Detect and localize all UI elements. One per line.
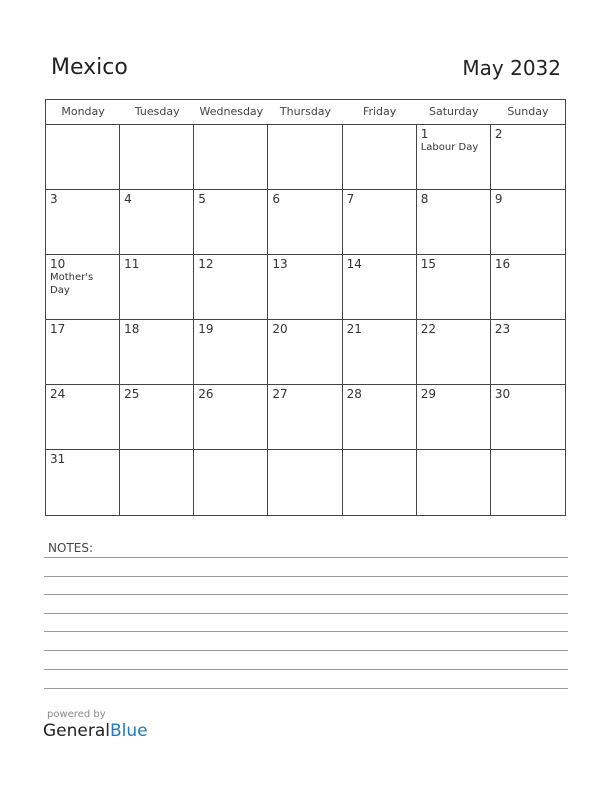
day-cell [491, 385, 565, 450]
notes-line [44, 650, 568, 651]
weekday-label: Monday [61, 105, 105, 118]
day-number: 9 [494, 192, 503, 206]
day-number: 18 [124, 322, 140, 336]
day-number: 15 [420, 257, 436, 271]
day-cell [194, 255, 268, 320]
day-number: 12 [198, 257, 214, 271]
day-cell [120, 255, 194, 320]
generalblue-logo[interactable] [43, 721, 148, 741]
day-number: 1 [420, 127, 429, 141]
day-number: 23 [494, 322, 511, 336]
day-cell [343, 450, 417, 515]
notes-line [44, 631, 568, 632]
brand-blue: Blue [110, 721, 148, 741]
day-cell [491, 255, 565, 320]
weekday-label: Saturday [428, 105, 479, 118]
day-number: 8 [420, 192, 429, 206]
day-cell [46, 450, 120, 515]
day-cell [46, 320, 120, 385]
day-cell [343, 255, 417, 320]
day-cell [268, 125, 342, 190]
day-number: 6 [272, 192, 281, 206]
day-cell [343, 320, 417, 385]
day-cell [194, 125, 268, 190]
day-cell [268, 255, 342, 320]
day-cell [343, 190, 417, 255]
day-cell [491, 450, 565, 515]
day-number: 21 [346, 322, 362, 336]
day-cell [417, 450, 491, 515]
day-number: 11 [124, 257, 140, 271]
day-cell [120, 450, 194, 515]
notes-line [44, 576, 568, 577]
day-cell [417, 320, 491, 385]
day-number: 10 [50, 257, 66, 271]
notes-line [44, 613, 568, 614]
day-number: 16 [494, 257, 511, 271]
day-number: 14 [346, 257, 362, 271]
day-number: 17 [50, 322, 66, 336]
day-number: 25 [124, 387, 140, 401]
day-cell [268, 190, 342, 255]
day-number: 26 [198, 387, 214, 401]
day-number: 31 [50, 452, 66, 466]
calendar-days [46, 125, 565, 515]
day-cell [46, 190, 120, 255]
day-cell [343, 385, 417, 450]
notes-label: NOTES: [48, 541, 93, 555]
notes-line [44, 594, 568, 595]
day-cell [120, 320, 194, 385]
day-number: 27 [272, 387, 288, 401]
weekday-label: Wednesday [199, 105, 264, 118]
country-title: Mexico [51, 55, 128, 80]
day-number: 30 [494, 387, 511, 401]
day-cell [194, 190, 268, 255]
day-cell [417, 255, 491, 320]
notes-line [44, 688, 568, 689]
day-cell [268, 320, 342, 385]
day-cell [268, 385, 342, 450]
weekday-header-row [46, 100, 565, 125]
day-number: 5 [198, 192, 206, 206]
weekday-label: Thursday [279, 105, 332, 118]
day-cell [491, 190, 565, 255]
day-number: 13 [272, 257, 288, 271]
calendar-grid [45, 99, 566, 516]
weekday-label: Tuesday [134, 105, 180, 118]
day-cell [46, 255, 120, 320]
day-cell [417, 125, 491, 190]
day-cell [46, 125, 120, 190]
month-year-title: May 2032 [462, 56, 561, 80]
weekday-label: Sunday [507, 105, 549, 118]
day-cell [46, 385, 120, 450]
day-number: 7 [346, 192, 355, 206]
day-number: 29 [420, 387, 436, 401]
day-cell [120, 385, 194, 450]
brand-general: General [43, 721, 110, 741]
day-number: 24 [50, 387, 66, 401]
holiday-label: Labour Day [420, 142, 479, 153]
day-cell [491, 125, 565, 190]
day-number: 2 [494, 127, 503, 141]
day-number: 22 [420, 322, 436, 336]
day-cell [491, 320, 565, 385]
day-cell [120, 125, 194, 190]
powered-by-text: powered by [47, 709, 106, 720]
day-number: 20 [272, 322, 288, 336]
weekday-label: Friday [362, 105, 397, 118]
day-number: 19 [198, 322, 214, 336]
day-cell [417, 190, 491, 255]
day-cell [268, 450, 342, 515]
day-number: 28 [346, 387, 362, 401]
day-number: 3 [50, 192, 58, 206]
notes-line [44, 669, 568, 670]
day-cell [194, 450, 268, 515]
day-cell [343, 125, 417, 190]
day-cell [417, 385, 491, 450]
day-cell [194, 320, 268, 385]
day-cell [194, 385, 268, 450]
holiday-label: Mother's Day [50, 272, 94, 296]
day-number: 4 [124, 192, 132, 206]
day-cell [120, 190, 194, 255]
notes-line [44, 557, 568, 558]
